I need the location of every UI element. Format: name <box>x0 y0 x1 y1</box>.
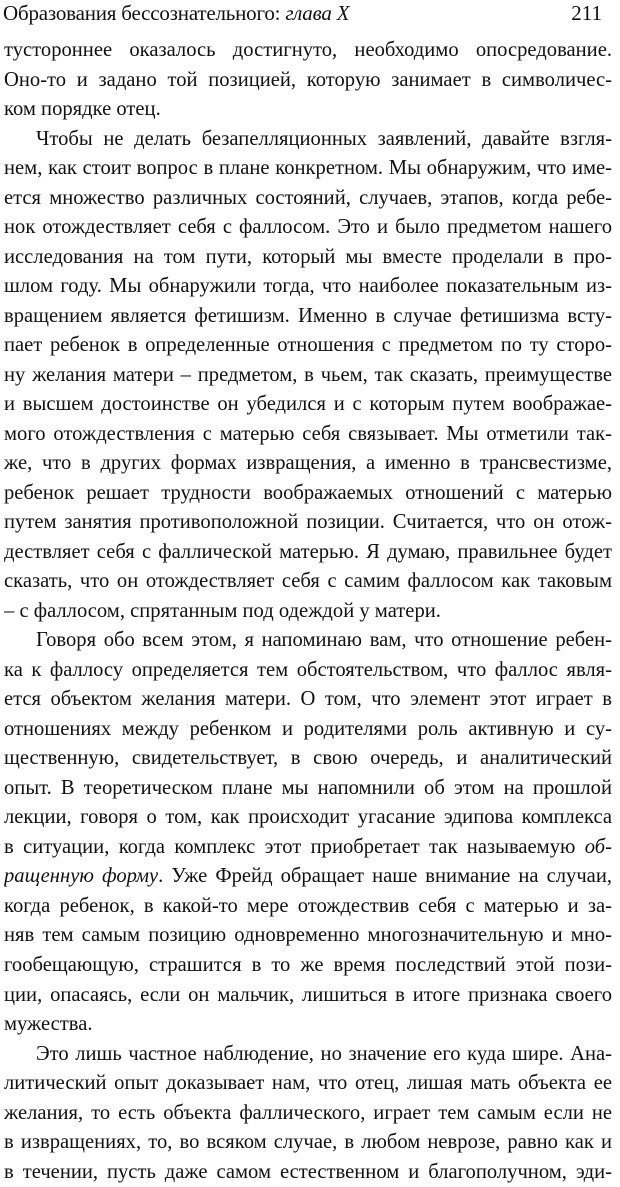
running-head-text: Образования бессознательного: <box>3 1 286 25</box>
text-line: шлом году. Мы обнаружили тогда, что наиболее показательным из- <box>4 275 612 298</box>
text-line: Это лишь частное наблюдение, но значение его куда шире. Ана- <box>36 1042 612 1065</box>
italic-term: ращенную форму <box>4 865 159 888</box>
text-line: тустороннее оказалось достигнуто, необходимо опосредование. <box>4 39 612 61</box>
text-line: опыт. В теоретическом плане мы напомнили об этом на прошлой <box>4 776 612 799</box>
text-line: мого отождествления с матерью себя связывает. Мы отметили так- <box>4 422 612 445</box>
text-line: ребенок решает трудности воображаемых отношений с матерью <box>4 481 612 504</box>
text-line: Оно-то и задано той позицией, которую занимает в символичес- <box>4 68 612 91</box>
text-line: отношениях между ребенком и родителями роль активную и су- <box>4 717 612 740</box>
text-line: же, что в других формах извращения, а именно в трансвестизме, <box>4 452 612 475</box>
page-number: 211 <box>571 1 602 25</box>
text-line: пает ребенок в определенные отношения с предметом по ту сторо- <box>4 334 612 357</box>
text-line: дествляет себя с фаллической матерью. Я думаю, правильнее будет <box>4 540 612 563</box>
running-head <box>3 1 349 26</box>
text-line: нок отождествляет себя с фаллосом. Это и было предметом нашего <box>4 216 612 239</box>
text-line: путем занятия противоположной позиции. Считается, что он отож- <box>4 511 612 534</box>
text-line: мужества. <box>4 1013 93 1036</box>
text-line: ка к фаллосу определяется тем обстоятельством, что фаллос явля- <box>4 658 612 681</box>
text-line: желания, то есть объекта фаллического, играет тем самым если не <box>4 1101 612 1124</box>
text-line-rest: . Уже Фрейд обращает наше внимание на случаи, <box>158 865 612 888</box>
text-line: и высшем достоинстве он убедился и с которым путем воображае- <box>4 393 612 416</box>
body-text <box>4 36 612 1187</box>
page-header <box>0 0 620 34</box>
text-line: вращением является фетишизм. Именно в случае фетишизма всту- <box>4 304 612 327</box>
text-line: в извращениях, то, во всяком случае, в любом неврозе, равно как и <box>4 1131 612 1154</box>
text-line: ции, опасаясь, если он мальчик, лишиться в итоге признака своего <box>4 983 612 1006</box>
text-line: сказать, что он отождествляет себя с самим фаллосом как таковым <box>4 570 612 593</box>
text-line: – с фаллосом, спрятанным под одеждой у матери. <box>4 599 441 622</box>
text-line: в течении, пусть даже самом естественном и благополучном, эди- <box>4 1160 612 1183</box>
text-line: ну желания матери – предметом, в чьем, так сказать, преимуществе <box>4 363 612 386</box>
text-line: ется объектом желания матери. О том, что элемент этот играет в <box>4 688 612 711</box>
italic-term: об- <box>584 835 612 858</box>
text-line-start: в ситуации, когда комплекс этот приобретает так называемую <box>4 835 585 858</box>
text-line: щественную, свидетельствует, в свою очередь, и аналитический <box>4 747 612 770</box>
text-line: литический опыт доказывает нам, что отец, лишая мать объекта ее <box>4 1072 612 1095</box>
text-line <box>4 833 612 863</box>
text-line: Чтобы не делать безапелляционных заявлений, давайте взгля- <box>36 127 612 150</box>
text-line: нем, как стоит вопрос в плане конкретном. Мы обнаружим, что име- <box>4 157 612 180</box>
text-line <box>4 862 612 892</box>
text-line: когда ребенок, в какой-то мере отождествив себя с матерью и за- <box>4 894 612 917</box>
text-line: исследования на том пути, который мы вместе проделали в про- <box>4 245 612 268</box>
text-line: няв тем самым позицию одновременно многозначительную и мно- <box>4 924 612 947</box>
text-line: Говоря обо всем этом, я напоминаю вам, что отношение ребен- <box>36 629 612 652</box>
text-line: ется множество различных состояний, случаев, этапов, когда ребе- <box>4 186 612 209</box>
text-line: лекции, говоря о том, как происходит угасание эдипова комплекса <box>4 806 612 829</box>
text-line: гообещающую, страшится в то же время последствий этой пози- <box>4 953 612 976</box>
running-head-chapter: глава X <box>285 1 350 25</box>
text-line: ком порядке отец. <box>4 98 161 121</box>
